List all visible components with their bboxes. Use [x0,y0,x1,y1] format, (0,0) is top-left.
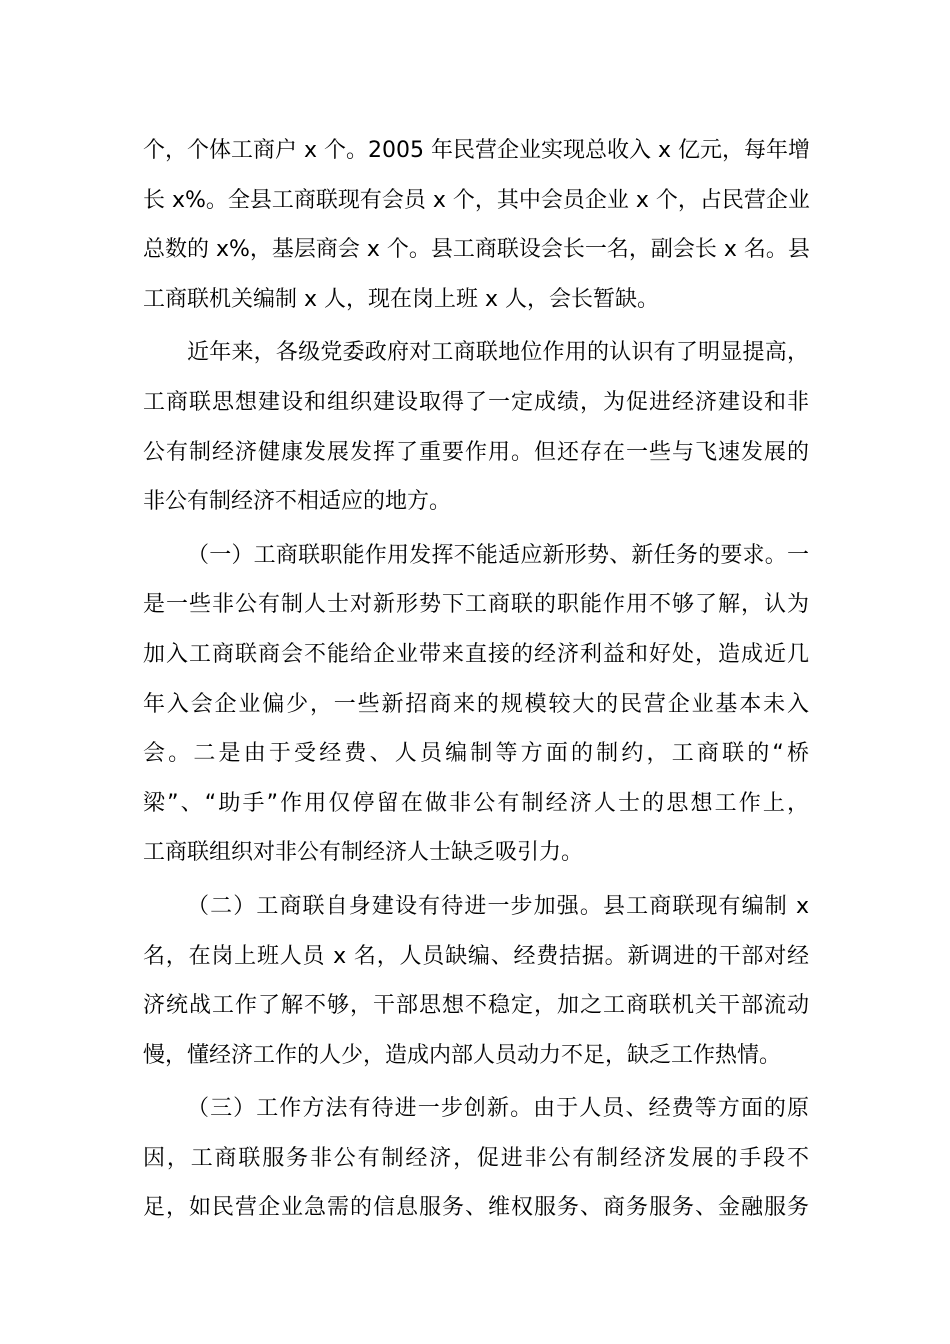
document-body [143,126,809,1237]
paragraph-4 [143,882,809,1080]
text-line: 近年来，各级党委政府对工商联地位作用的认识有了明显提高， [187,340,809,366]
text-line: 公有制经济健康发展发挥了重要作用。但还存在一些与飞速发展的 [143,439,809,465]
text-line: 年入会企业偏少，一些新招商来的规模较大的民营企业基本未入 [143,691,809,717]
text-line: 会。二是由于受经费、人员编制等方面的制约，工商联的“桥 [143,741,809,767]
text-line: 工商联机关编制 x 人，现在岗上班 x 人，会长暂缺。 [143,286,660,312]
text-line: （二）工商联自身建设有待进一步加强。县工商联现有编制 x [187,893,809,919]
text-line: 是一些非公有制人士对新形势下工商联的职能作用不够了解，认为 [143,592,809,618]
text-line: 工商联思想建设和组织建设取得了一定成绩，为促进经济建设和非 [143,389,809,415]
text-line: 因，工商联服务非公有制经济，促进非公有制经济发展的手段不 [143,1145,809,1171]
paragraph-2 [143,328,809,526]
paragraph-3 [143,531,809,878]
text-line: 加入工商联商会不能给企业带来直接的经济利益和好处，造成近几 [143,641,809,667]
text-line: 梁”、“助手”作用仅停留在做非公有制经济人士的思想工作上， [143,790,809,816]
text-line: 非公有制经济不相适应的地方。 [143,489,452,515]
text-line: 济统战工作了解不够，干部思想不稳定，加之工商联机关干部流动 [143,993,809,1019]
text-line: 足，如民营企业急需的信息服务、维权服务、商务服务、金融服务 [143,1195,809,1221]
paragraph-1 [143,126,809,324]
text-line: 慢，懂经济工作的人少，造成内部人员动力不足，缺乏工作热情。 [143,1042,782,1068]
text-line: 工商联组织对非公有制经济人士缺乏吸引力。 [143,840,584,866]
text-line: （三）工作方法有待进一步创新。由于人员、经费等方面的原 [187,1096,809,1122]
text-line: （一）工商联职能作用发挥不能适应新形势、新任务的要求。一 [187,542,809,568]
text-line: 长 x%。全县工商联现有会员 x 个，其中会员企业 x 个，占民营企业 [143,187,810,213]
text-line: 总数的 x%，基层商会 x 个。县工商联设会长一名，副会长 x 名。县 [143,237,810,263]
text-line: 名，在岗上班人员 x 名，人员缺编、经费拮据。新调进的干部对经 [143,943,809,969]
text-line: 个，个体工商户 x 个。2005 年民营企业实现总收入 x 亿元，每年增 [143,138,810,163]
paragraph-5 [143,1084,809,1233]
